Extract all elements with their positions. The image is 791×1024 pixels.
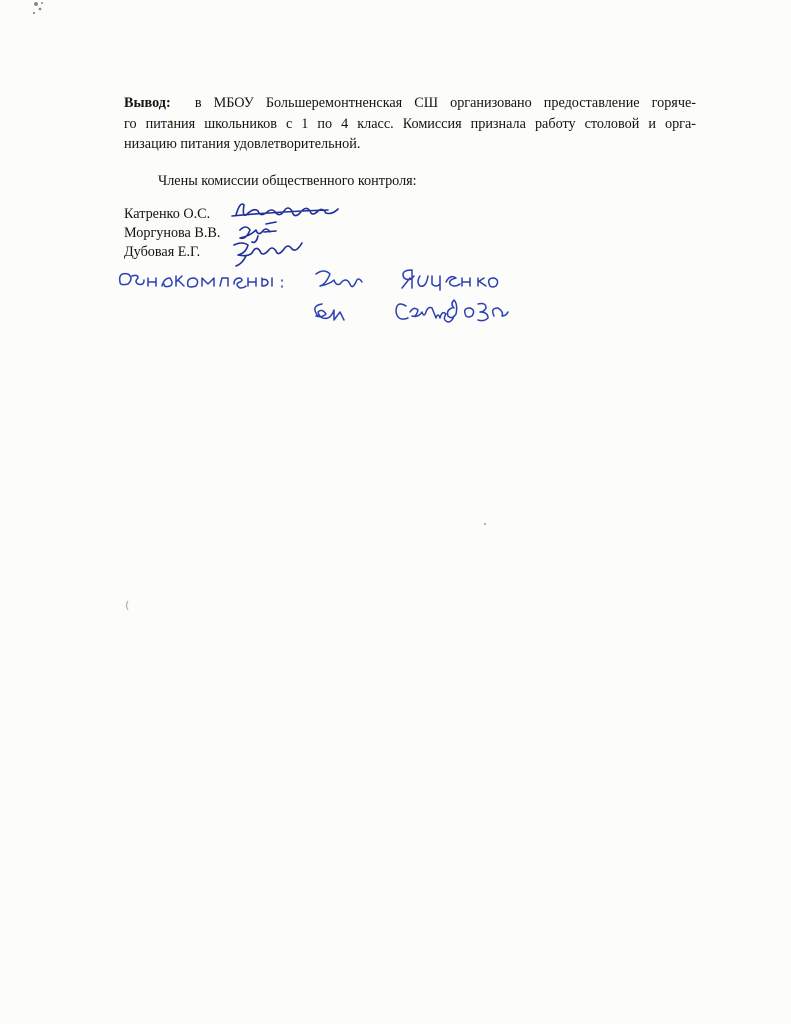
signature-dubovaya [234,243,302,266]
handwritten-samadova [396,300,508,322]
handwritten-yatsenko [402,270,498,290]
conclusion-line-3: низацию питания удовлетворительной. [124,136,361,152]
handwritten-acknowledged [120,274,282,288]
member-name: Моргунова В.В. [124,225,221,241]
conclusion-line-2: го питания школьников с 1 по 4 класс. Комиссия признала работу столовой и орга- [124,115,696,132]
member-name: Дубовая Е.Г. [124,244,201,260]
conclusion-text-1: в МБОУ Большеремонтненская СШ организовано предоставление горяче- [194,95,696,111]
commission-heading: Члены комиссии общественного контроля: [158,173,417,189]
member-name: Катренко О.С. [124,206,211,222]
handwritten-initials-2 [315,304,344,320]
signature-morgunova [240,222,276,242]
conclusion-label: Вывод: [124,95,171,111]
handwritten-initials-1 [316,271,362,287]
signature-katrenko [232,204,338,216]
